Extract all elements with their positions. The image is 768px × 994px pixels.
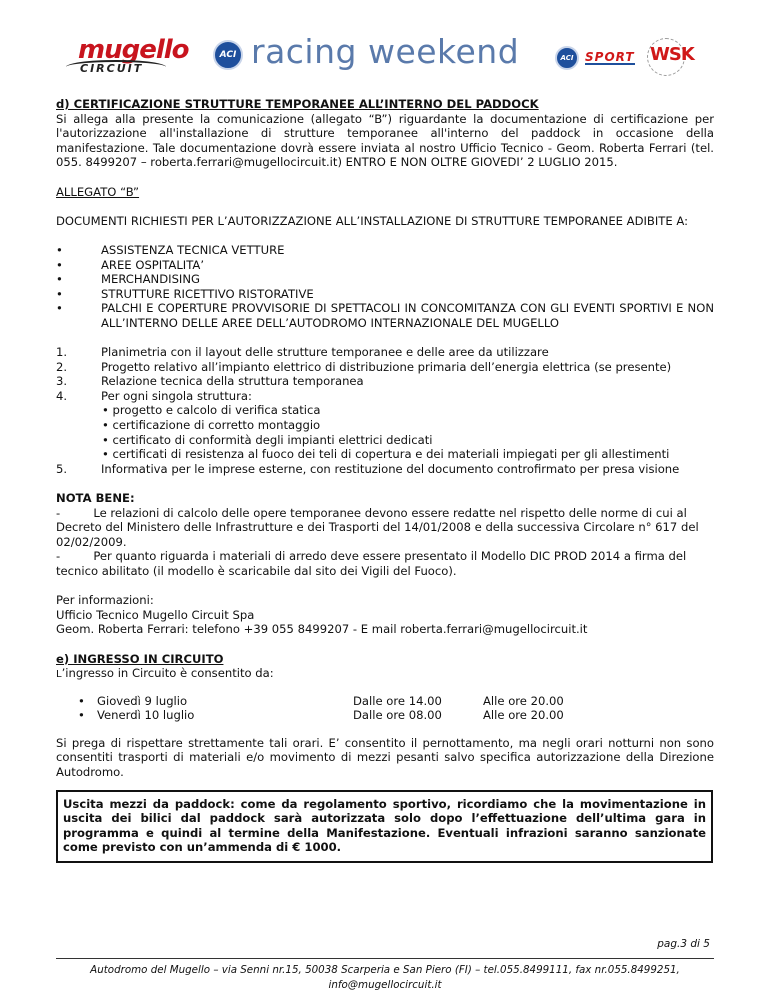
- aci-sport-logo: [555, 46, 645, 72]
- info-contact: Geom. Roberta Ferrari: telefono +39 055 8499207 - E mail roberta.ferrari@mugellocircuit.it: [56, 622, 588, 637]
- section-e-intro: L’ingresso in Circuito è consentito da:: [56, 666, 274, 681]
- section-d-paragraph: Si allega alla presente la comunicazione (allegato “B”) riguardante la documentazione di certificazione per l'autorizzazione all'installazione di strutture temporanee all'interno del paddock in occasione della manifestazione. Tale documentazione dovrà essere inviata al nostro Ufficio Tecnico - Geom. Roberta Ferrari (tel. 055. 8499207 – roberta.ferrari@mugellocircuit.it) ENTRO E NON OLTRE GIOVEDI’ 2 LUGLIO 2015.: [56, 111, 714, 170]
- bullet-icon: •: [56, 286, 63, 301]
- racing-weekend-text: racing weekend: [251, 32, 520, 71]
- list-item: 4. Per ogni singola struttura: • progetto e calcolo di verifica statica • certificazione di corretto montaggio • certificato di conformità degli impianti elettrici dedicati • certificati di resistenza al fuoco dei teli di copertura e dei materiali impiegati per gli allestimenti: [56, 389, 714, 462]
- list-item: 1. Planimetria con il layout delle strutture temporanee e delle aree da utilizzare: [56, 345, 549, 360]
- structure-type-list: [56, 243, 714, 331]
- sub-item: • certificazione di corretto montaggio: [102, 418, 321, 433]
- section-e-paragraph: Si prega di rispettare strettamente tali orari. E’ consentito il pernottamento, ma negli orari notturni non sono consentiti trasporti di materiali e/o movimento di mezzi pesanti salvo specifica autorizzazione della Direzione Autodromo.: [56, 735, 714, 779]
- list-item: • MERCHANDISING: [56, 272, 201, 287]
- info-label: Per informazioni:: [56, 593, 154, 608]
- schedule-row: • Giovedì 9 luglio Dalle ore 14.00 Alle ore 20.00: [78, 693, 564, 708]
- page-number: pag.3 di 5: [657, 938, 710, 950]
- nota-bene-item: - Le relazioni di calcolo delle opere temporanee devono essere redatte nel rispetto delle norme di cui al Decreto del Ministero delle Infrastrutture e dei Trasporti del 14/01/2008 e della successiva Circolare n° 617 del 02/02/2009.: [56, 505, 703, 549]
- list-item: 5. Informativa per le imprese esterne, con restituzione del documento controfirmato per presa visione: [56, 461, 680, 476]
- bullet-icon: •: [78, 693, 85, 708]
- racing-weekend-logo: [213, 34, 543, 74]
- required-documents-list: [56, 345, 714, 476]
- documenti-heading: DOCUMENTI RICHIESTI PER L’AUTORIZZAZIONE ALL’INSTALLAZIONE DI STRUTTURE TEMPORANEE ADIBITE A:: [56, 213, 689, 228]
- bullet-icon: •: [56, 301, 63, 316]
- bullet-icon: •: [56, 242, 63, 257]
- list-item: 3. Relazione tecnica della struttura temporanea: [56, 374, 364, 389]
- mugello-circuit-logo: [62, 35, 189, 78]
- list-item: • AREE OSPITALITA’: [56, 257, 205, 272]
- list-item: • PALCHI E COPERTURE PROVVISORIE DI SPETTACOLI IN CONCOMITANZA CON GLI EVENTI SPORTIVI E NON ALL’INTERNO DELLE AREE DELL’AUTODROMO INTERNAZIONALE DEL MUGELLO: [56, 301, 714, 330]
- footer-divider: [56, 958, 714, 959]
- bullet-icon: •: [56, 272, 63, 287]
- sub-item: • certificato di conformità degli impianti elettrici dedicati: [102, 432, 433, 447]
- sport-text: SPORT: [585, 50, 635, 64]
- bullet-icon: •: [78, 708, 85, 723]
- info-office: Ufficio Tecnico Mugello Circuit Spa: [56, 607, 255, 622]
- list-item: 2. Progetto relativo all’impianto elettrico di distribuzione primaria dell’energia elettrica (se presente): [56, 359, 672, 374]
- section-e-title: e) INGRESSO IN CIRCUITO: [56, 651, 224, 666]
- nota-bene-item: - Per quanto riguarda i materiali di arredo deve essere presentato il Modello DIC PROD 2014 a firma del tecnico abilitato (il modello è scaricabile dal sito dei Vigili del Fuoco).: [56, 549, 690, 578]
- entry-schedule: [56, 694, 714, 724]
- list-item: • STRUTTURE RICETTIVO RISTORATIVE: [56, 286, 314, 301]
- wsk-logo: [650, 42, 698, 74]
- aci-sport-circle-icon: ACI: [555, 46, 579, 70]
- page-header: [0, 32, 768, 82]
- bullet-icon: •: [56, 257, 63, 272]
- list-item: • ASSISTENZA TECNICA VETTURE: [56, 242, 285, 257]
- section-d-title: d) CERTIFICAZIONE STRUTTURE TEMPORANEE ALL’INTERNO DEL PADDOCK: [56, 97, 539, 111]
- nota-bene-title: NOTA BENE:: [56, 491, 135, 506]
- schedule-row: • Venerdì 10 luglio Dalle ore 08.00 Alle ore 20.00: [78, 708, 564, 723]
- aci-logo-icon: ACI: [213, 40, 243, 70]
- paddock-exit-notice: Uscita mezzi da paddock: come da regolamento sportivo, ricordiamo che la movimentazione in uscita dei bilici dal paddock sarà autorizzata solo dopo l’effettuazione dell’ultima gara in programma e quindi al termine della Manifestazione. Eventuali infrazioni saranno sanzionate come previsto con un’ammenda di € 1000.: [56, 790, 713, 863]
- sub-item: • certificati di resistenza al fuoco dei teli di copertura e dei materiali impiegati per gli allestimenti: [102, 447, 670, 462]
- sub-item: • progetto e calcolo di verifica statica: [102, 403, 321, 418]
- allegato-label: ALLEGATO “B”: [56, 184, 140, 199]
- wsk-text: WSK: [650, 44, 694, 65]
- mugello-logo-text: mugello: [78, 35, 189, 65]
- main-content: [56, 97, 714, 863]
- mugello-logo-subtext: CIRCUIT: [80, 62, 144, 75]
- page-footer: Autodromo del Mugello – via Senni nr.15, 50038 Scarperia e San Piero (FI) – tel.055.8499111, fax nr.055.8499251, info@mugellocircuit.it: [90, 964, 680, 991]
